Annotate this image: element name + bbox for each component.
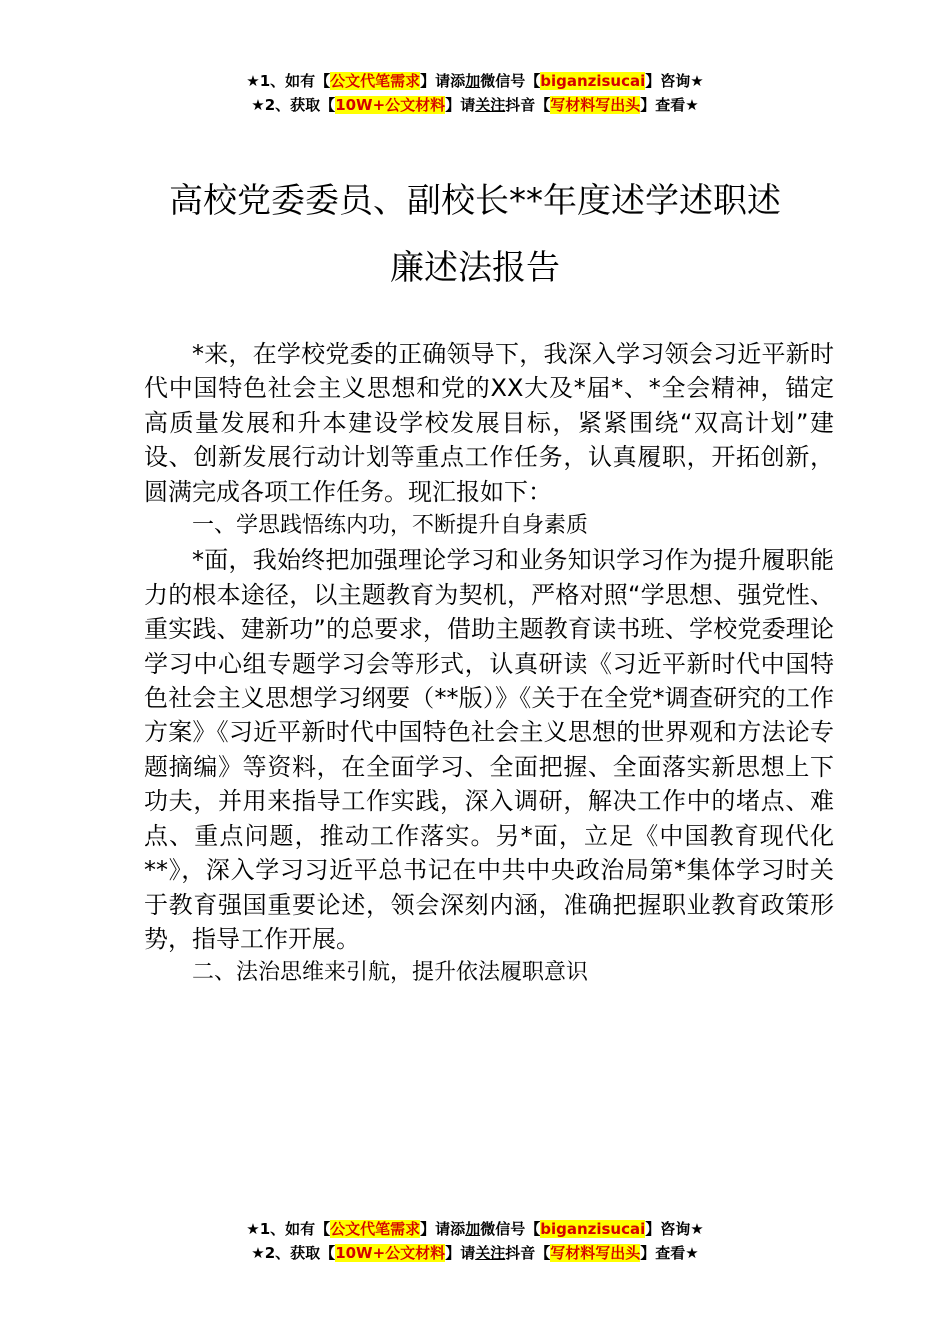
banner-line-2: ★2、获取【10W+公文材料】请关注抖音【写材料写出头】查看★ [251,96,699,114]
section-heading-1: 一、学思践悟练内功，不断提升自身素质 [192,513,589,539]
footer-banner [0,1217,950,1265]
body-paragraph-section-1: *面，我始终把加强理论学习和业务知识学习作为提升履职能力的根本途径，以主题教育为契机，严格对照“学思想、强党性、重实践、建新功”的总要求，借助主题教育读书班、学校党委理论学习中心组专题学习会等形式，认真研读《习近平新时代中国特色社会主义思想学习纲要（**版）》《关于在全党*调查研究的工作方案》《习近平新时代中国特色社会主义思想的世界观和方法论专题摘编》等资料，在全面学习、全面把握、全面落实新思想上下功夫，并用来指导工作实践，深入调研，解决工作中的堵点、难点、重点问题，推动工作落实。另*面，立足《中国教育现代化**》，深入学习习近平总书记在中共中央政治局第*集体学习时关于教育强国重要论述，领会深刻内涵，准确把握职业教育政策形势，指导工作开展。 [144,546,834,953]
header-banner [0,69,950,117]
footer-banner-line-1: ★1、如有【公文代笔需求】请添加微信号【biganzisucai】咨询★ [246,1220,704,1238]
banner-line-1: ★1、如有【公文代笔需求】请添加微信号【biganzisucai】咨询★ [246,72,704,90]
document-title-line-1: 高校党委委员、副校长**年度述学述职述 [169,181,781,221]
body-paragraph-intro: *来，在学校党委的正确领导下，我深入学习领会习近平新时代中国特色社会主义思想和党的XX大及*届*、*全会精神，锚定高质量发展和升本建设学校发展目标，紧紧围绕“双高计划”建设、创新发展行动计划等重点工作任务，认真履职，开拓创新，圆满完成各项工作任务。现汇报如下： [144,340,834,506]
document-title-line-2: 廉述法报告 [390,248,560,288]
document-body [144,337,834,991]
footer-banner-line-2: ★2、获取【10W+公文材料】请关注抖音【写材料写出头】查看★ [251,1244,699,1262]
section-heading-2: 二、法治思维来引航，提升依法履职意识 [192,960,589,986]
